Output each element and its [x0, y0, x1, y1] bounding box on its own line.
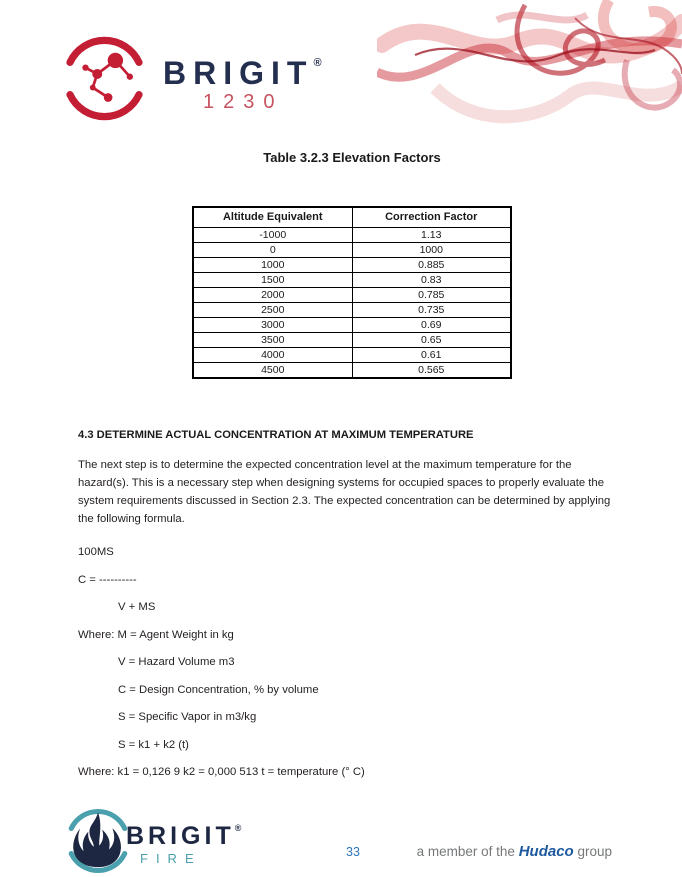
- definition-line: V = Hazard Volume m3: [118, 656, 235, 668]
- table-row: [193, 273, 511, 288]
- membership-line: [417, 843, 612, 860]
- formula-numerator: 100MS: [78, 546, 114, 558]
- table-cell: 0.885: [352, 258, 511, 273]
- table-row: [193, 363, 511, 379]
- brigit-fire-flame-icon: [60, 803, 136, 877]
- table-cell: 4500: [193, 363, 352, 379]
- table-row: [193, 258, 511, 273]
- footer-brand-name: BRIGIT®: [126, 822, 242, 850]
- table-cell: 0.65: [352, 333, 511, 348]
- table-cell: 3000: [193, 318, 352, 333]
- table-cell: 3500: [193, 333, 352, 348]
- table-cell: 1500: [193, 273, 352, 288]
- column-header-altitude: Altitude Equivalent: [193, 207, 352, 228]
- brigit-molecule-icon: [52, 26, 157, 131]
- table-row: [193, 288, 511, 303]
- table-cell: -1000: [193, 228, 352, 243]
- table-cell: 0: [193, 243, 352, 258]
- table-header-row: [193, 207, 511, 228]
- definition-line: Where: k1 = 0,126 9 k2 = 0,000 513 t = temperature (° C): [78, 766, 365, 778]
- formula-block: [78, 545, 618, 614]
- table-cell: 2500: [193, 303, 352, 318]
- table-cell: 0.83: [352, 273, 511, 288]
- table-cell: 0.785: [352, 288, 511, 303]
- table-row: [193, 228, 511, 243]
- table-cell: 0.565: [352, 363, 511, 379]
- page-number: 33: [346, 845, 360, 859]
- red-smoke-graphic: [377, 0, 682, 155]
- formula-denominator: V + MS: [118, 601, 156, 613]
- elevation-table-body: [193, 228, 511, 379]
- definition-line: S = k1 + k2 (t): [118, 738, 189, 751]
- table-cell: 0.735: [352, 303, 511, 318]
- table-cell: 1.13: [352, 228, 511, 243]
- definitions-list: [78, 628, 618, 780]
- section-heading: 4.3 DETERMINE ACTUAL CONCENTRATION AT MAXIMUM TEMPERATURE: [78, 429, 474, 441]
- table-row: [193, 348, 511, 363]
- product-name: 1230: [203, 91, 284, 113]
- table-cell: 1000: [352, 243, 511, 258]
- section-paragraph: The next step is to determine the expected concentration level at the maximum temperature for the hazard(s). This is a necessary step when designing systems for occupied spaces to properly evaluate the system requirements discussed in Section 2.3. The expected concentration can be determined by applying the following formula.: [78, 459, 611, 525]
- header-logo: [52, 26, 322, 131]
- brand-name: BRIGIT®: [163, 55, 322, 91]
- table-cell: 0.61: [352, 348, 511, 363]
- definition-line: S = Specific Vapor in m3/kg: [118, 711, 257, 723]
- header-logo-text: [163, 26, 322, 114]
- formula-lhs: C = ----------: [78, 573, 137, 586]
- column-header-correction: Correction Factor: [352, 207, 511, 228]
- footer-logo: [60, 803, 241, 877]
- definition-line: C = Design Concentration, % by volume: [118, 683, 319, 696]
- definition-line: Where: M = Agent Weight in kg: [78, 628, 234, 641]
- footer-registered-mark: ®: [234, 823, 242, 833]
- membership-prefix: a member of the: [416, 844, 519, 859]
- table-cell: 1000: [193, 258, 352, 273]
- footer-logo-text: [126, 803, 241, 877]
- table-row: [193, 243, 511, 258]
- elevation-factors-table: [192, 206, 512, 379]
- membership-suffix: group: [573, 844, 612, 859]
- registered-mark: ®: [313, 57, 322, 69]
- table-cell: 2000: [193, 288, 352, 303]
- table-row: [193, 318, 511, 333]
- table-row: [193, 303, 511, 318]
- table-title: Table 3.2.3 Elevation Factors: [263, 150, 441, 165]
- table-row: [193, 333, 511, 348]
- table-cell: 4000: [193, 348, 352, 363]
- footer-division-name: FIRE: [140, 851, 202, 866]
- section-4-3: [78, 429, 618, 793]
- table-cell: 0.69: [352, 318, 511, 333]
- hudaco-brand: Hudaco: [518, 843, 574, 860]
